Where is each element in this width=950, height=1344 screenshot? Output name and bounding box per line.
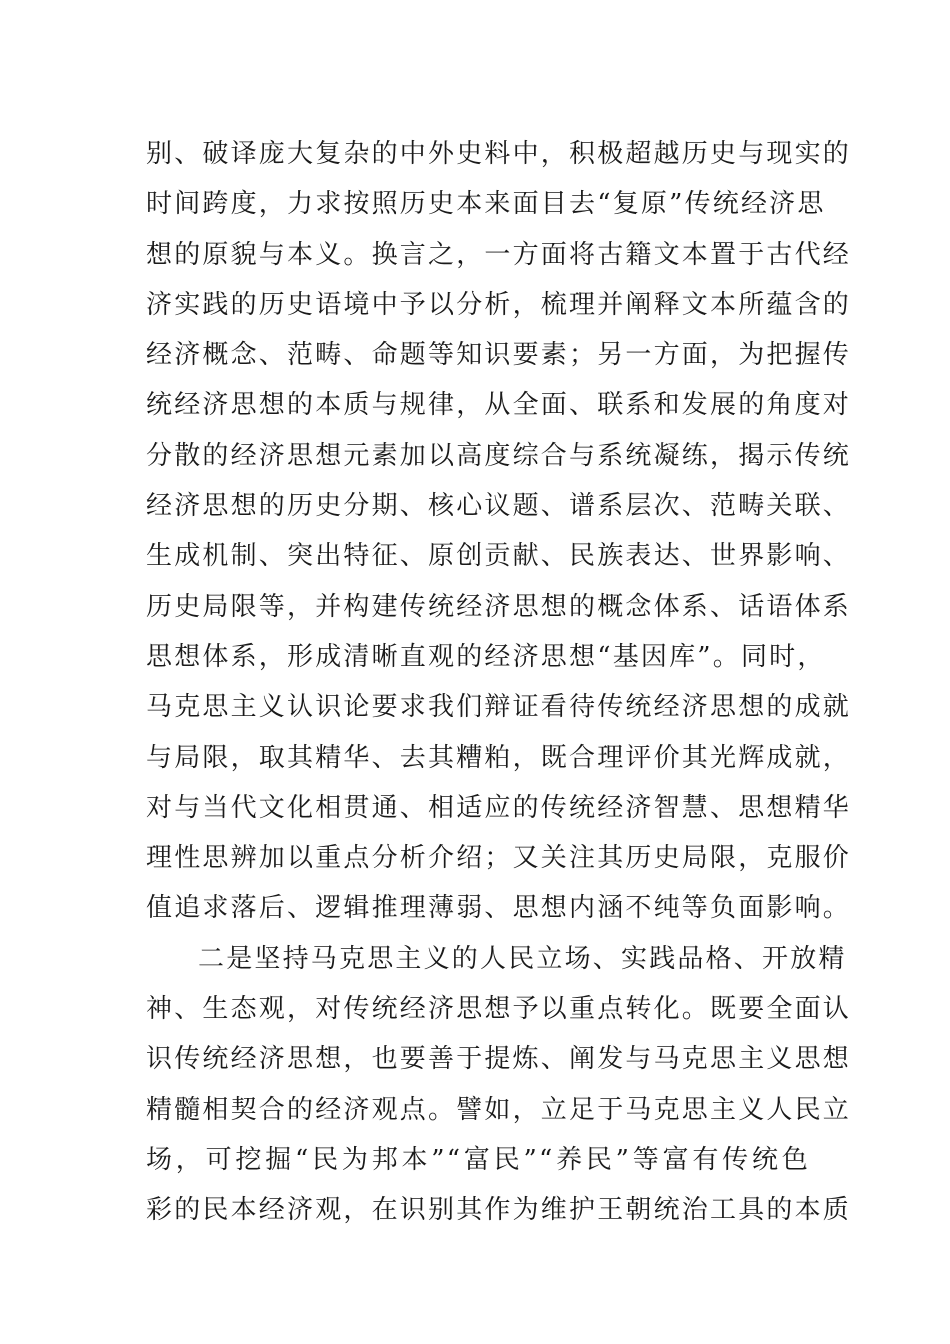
text-line: 思想体系，形成清晰直观的经济思想“基因库”。同时， bbox=[146, 641, 826, 672]
paragraph-first-line: 二是坚持马克思主义的人民立场、实践品格、开放精 bbox=[198, 943, 847, 974]
text-line: 场，可挖掘“民为邦本”“富民”“养民”等富有传统色 bbox=[146, 1144, 810, 1175]
text-line: 经济概念、范畴、命题等知识要素；另一方面，为把握传 bbox=[146, 340, 852, 371]
text-line: 统经济思想的本质与规律，从全面、联系和发展的角度对 bbox=[146, 390, 852, 421]
text-line: 经济思想的历史分期、核心议题、谱系层次、范畴关联、 bbox=[146, 491, 852, 522]
text-line: 别、破译庞大复杂的中外史料中，积极超越历史与现实的 bbox=[146, 139, 852, 169]
text-line: 分散的经济思想元素加以高度综合与系统凝练，揭示传统 bbox=[146, 440, 852, 471]
text-line: 与局限，取其精华、去其糟粕，既合理评价其光辉成就， bbox=[146, 742, 852, 773]
text-line: 彩的民本经济观，在识别其作为维护王朝统治工具的本质 bbox=[146, 1195, 852, 1226]
text-line: 值追求落后、逻辑推理薄弱、思想内涵不纯等负面影响。 bbox=[146, 893, 852, 924]
text-line: 济实践的历史语境中予以分析，梳理并阐释文本所蕴含的 bbox=[146, 289, 852, 320]
text-line: 时间跨度，力求按照历史本来面目去“复原”传统经济思 bbox=[146, 189, 826, 220]
text-line: 想的原貌与本义。换言之，一方面将古籍文本置于古代经 bbox=[146, 239, 852, 270]
text-line: 历史局限等，并构建传统经济思想的概念体系、话语体系 bbox=[146, 591, 852, 622]
text-line: 识传统经济思想，也要善于提炼、阐发与马克思主义思想 bbox=[146, 1044, 852, 1075]
text-line: 对与当代文化相贯通、相适应的传统经济智慧、思想精华 bbox=[146, 792, 852, 823]
text-line: 生成机制、突出特征、原创贡献、民族表达、世界影响、 bbox=[146, 541, 852, 572]
text-line: 马克思主义认识论要求我们辩证看待传统经济思想的成就 bbox=[146, 692, 852, 723]
text-line: 精髓相契合的经济观点。譬如，立足于马克思主义人民立 bbox=[146, 1094, 852, 1125]
text-line: 理性思辨加以重点分析介绍；又关注其历史局限，克服价 bbox=[146, 843, 852, 874]
text-line: 神、生态观，对传统经济思想予以重点转化。既要全面认 bbox=[146, 994, 852, 1025]
body-text bbox=[146, 129, 852, 1236]
